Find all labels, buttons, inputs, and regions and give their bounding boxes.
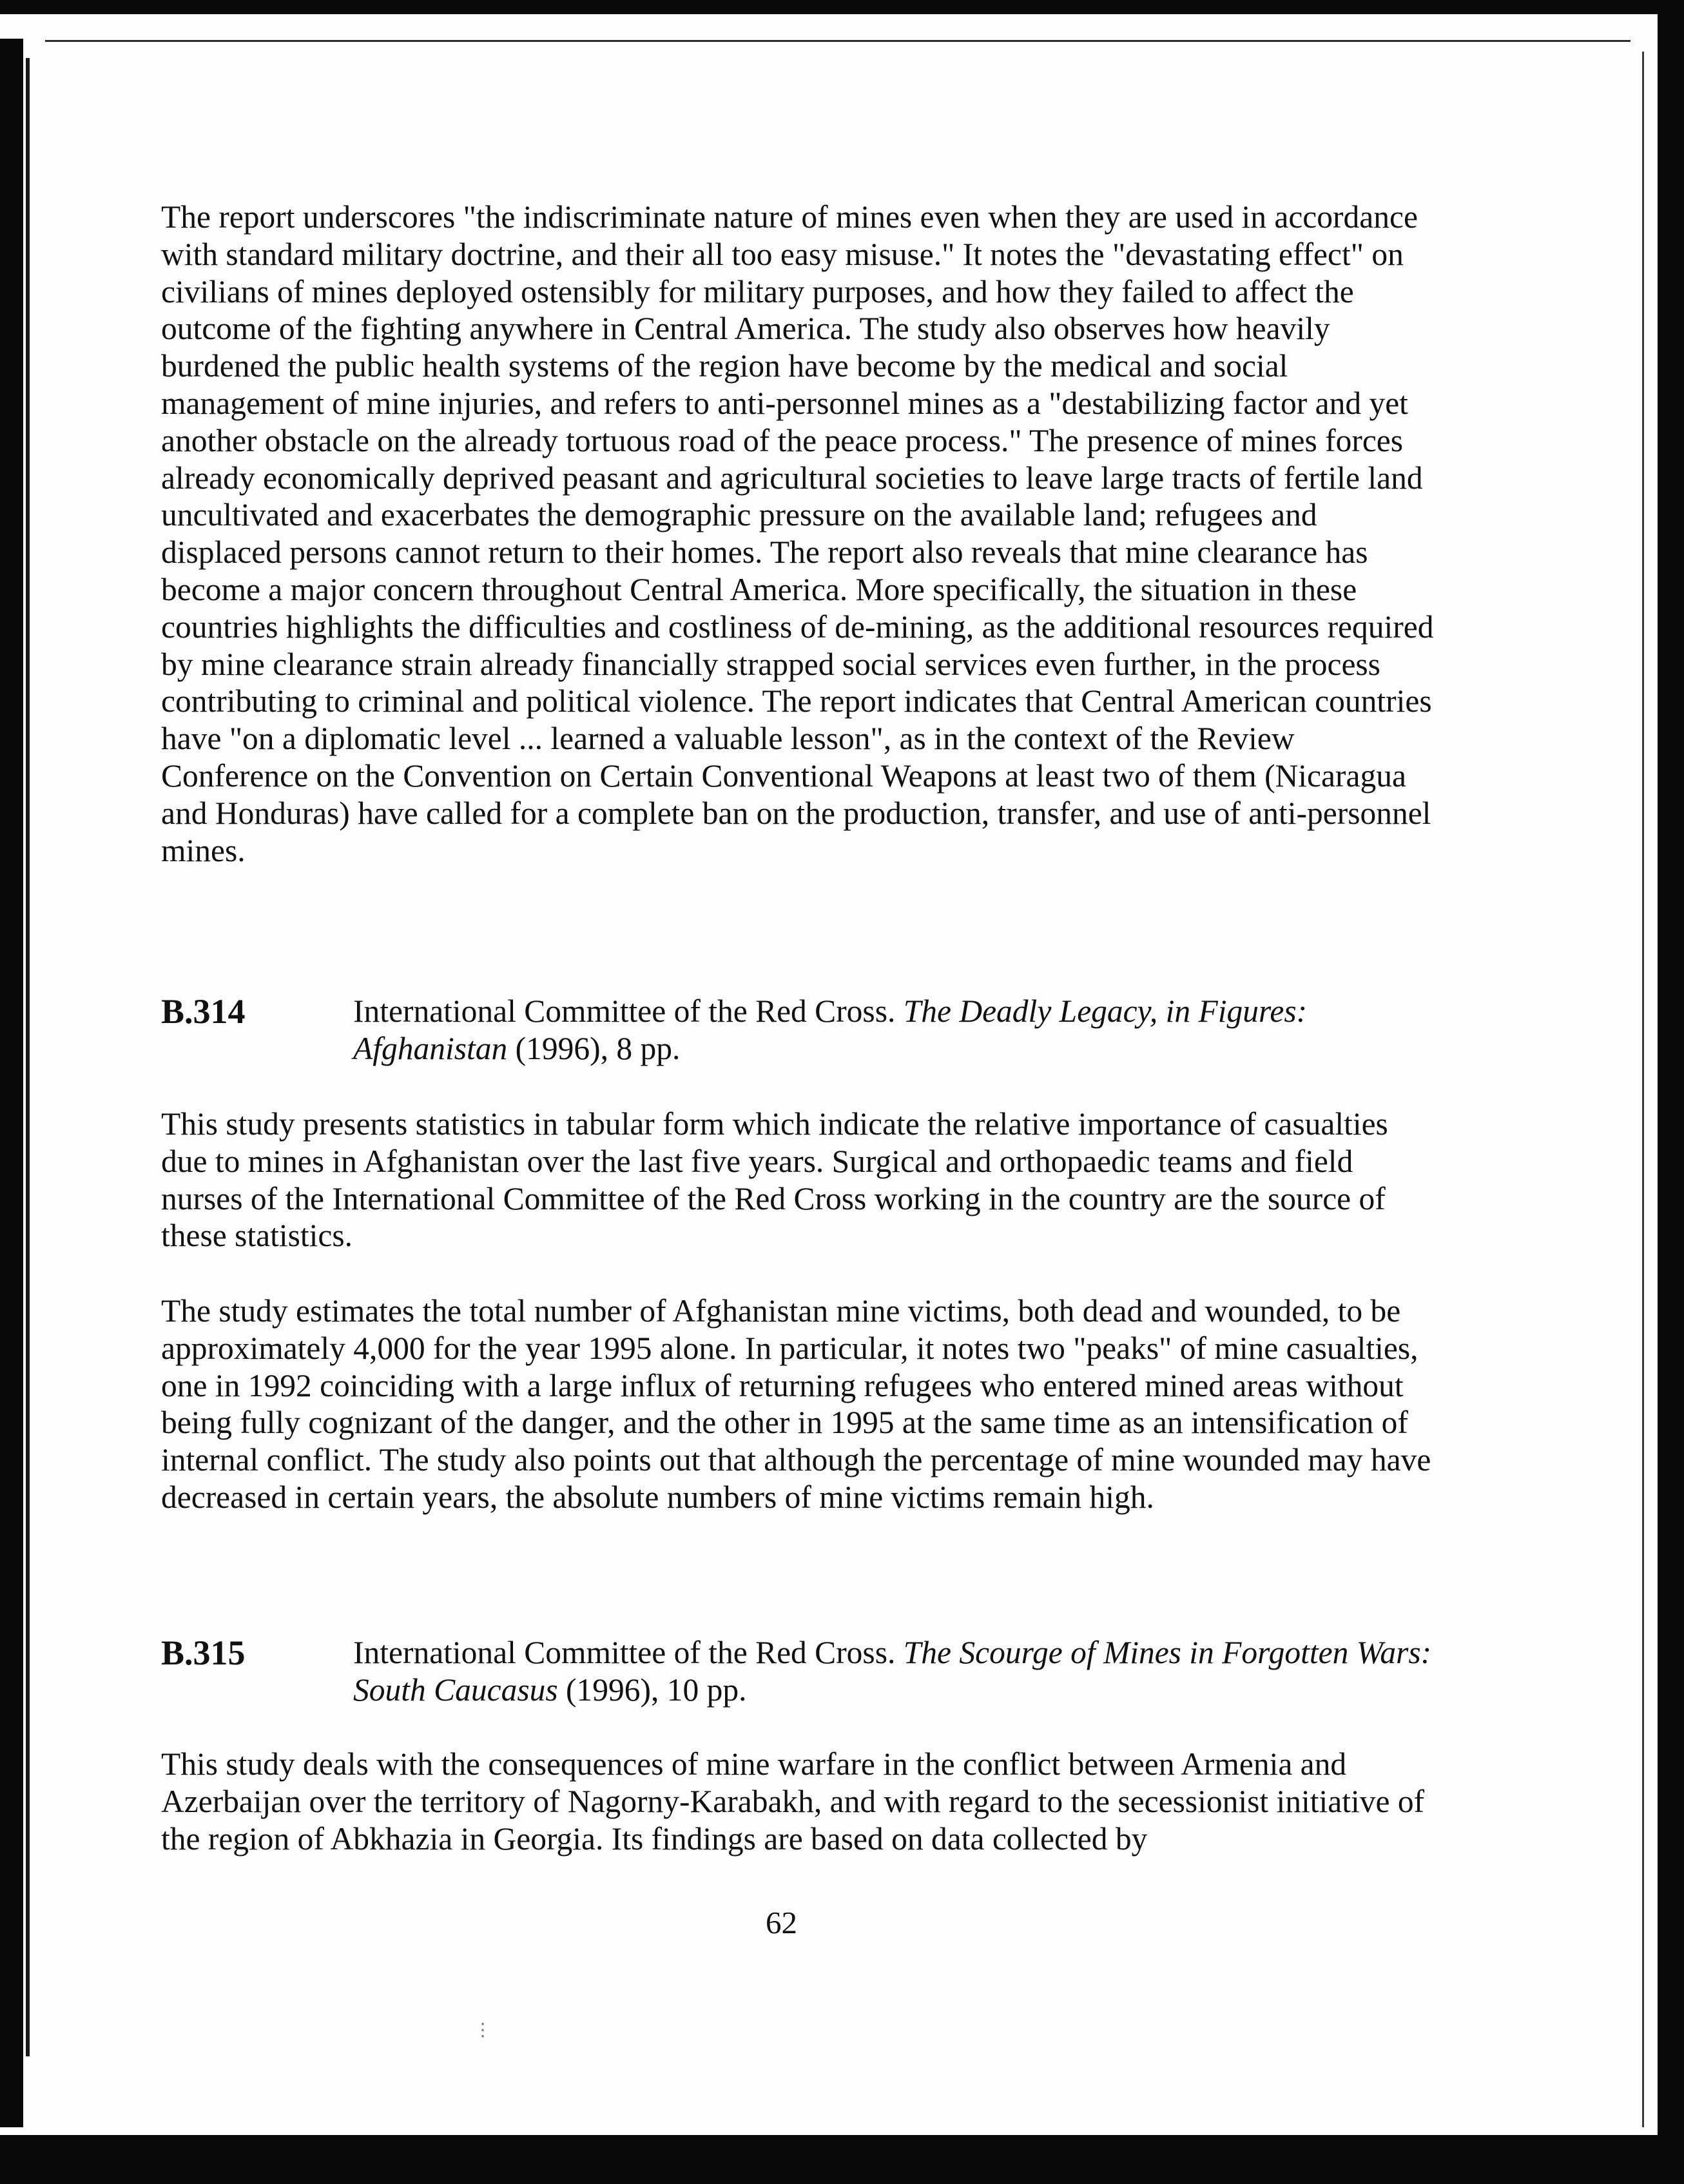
entry-id: B.315 [161, 1633, 246, 1672]
scan-border-bottom [0, 2135, 1684, 2184]
scan-rule-top [45, 40, 1631, 42]
entry-citation [353, 1634, 1436, 1709]
page-number: 62 [766, 1905, 797, 1940]
scan-edge-right [1642, 52, 1644, 2127]
scan-border-right [1658, 0, 1684, 2184]
scan-noise: ⋮ [474, 2020, 492, 2040]
citation-details: (1996), 8 pp. [515, 1031, 681, 1066]
entry-id: B.314 [161, 992, 246, 1031]
scan-border-left [0, 39, 23, 2127]
citation-author: International Committee of the Red Cross. [353, 993, 896, 1029]
scan-border-left-inner [26, 58, 30, 2056]
scan-border-top [0, 0, 1684, 14]
entry-paragraph: This study presents statistics in tabular form which indicate the relative importance of casualties due to mines in Afghanistan over the last five years. Surgical and orthopaedic teams and field nurses of the International Committee of the Red Cross working in the country are the source of these statistics. [161, 1106, 1388, 1254]
entry-paragraph: This study deals with the consequences of mine warfare in the conflict between Armenia and Azerbaijan over the territory of Nagorny-Karabakh, and with regard to the secessionist initiative of the region of Abkhazia in Georgia. Its findings are based on data collected by [161, 1746, 1425, 1857]
citation-details: (1996), 10 pp. [566, 1672, 747, 1708]
intro-paragraph: The report underscores "the indiscriminate nature of mines even when they are used in accordance with standard military doctrine, and their all too easy misuse." It notes the "devastating effect" on civilians of mines deployed ostensibly for military purposes, and how they failed to affect the outcome of the fighting anywhere in Central America. The study also observes how heavily burdened the public health systems of the region have become by the medical and social management of mine injuries, and refers to anti-personnel mines as a "destabilizing factor and yet another obstacle on the already tortuous road of the peace process." The presence of mines forces already economically deprived peasant and agricultural societies to leave large tracts of fertile land uncultivated and exacerbates the demographic pressure on the available land; refugees and displaced persons cannot return to their homes. The report also reveals that mine clearance has become a major concern throughout Central America. More specifically, the situation in these countries highlights the difficulties and costliness of de-mining, as the additional resources required by mine clearance strain already financially strapped social services even further, in the process contributing to criminal and political violence. The report indicates that Central American countries have "on a diplomatic level ... learned a valuable lesson", as in the context of the Review Conference on the Convention on Certain Conventional Weapons at least two of them (Nicaragua and Honduras) have called for a complete ban on the production, transfer, and use of anti-personnel mines. [161, 199, 1434, 868]
citation-title: The Scourge of Mines in Forgotten Wars: South Caucasus [353, 1635, 1432, 1708]
citation-author: International Committee of the Red Cross. [353, 1635, 896, 1670]
entry-citation [353, 993, 1436, 1068]
entry-paragraph: The study estimates the total number of Afghanistan mine victims, both dead and wounded, to be approximately 4,000 for the year 1995 alone. In particular, it notes two "peaks" of mine casualties, one in 1992 coinciding with a large influx of returning refugees who entered mined areas without being fully cognizant of the danger, and the other in 1995 at the same time as an intensification of internal conflict. The study also points out that although the percentage of mine wounded may have decreased in certain years, the absolute numbers of mine victims remain high. [161, 1293, 1431, 1515]
citation-title: The Deadly Legacy, in Figures: Afghanistan [353, 993, 1308, 1066]
